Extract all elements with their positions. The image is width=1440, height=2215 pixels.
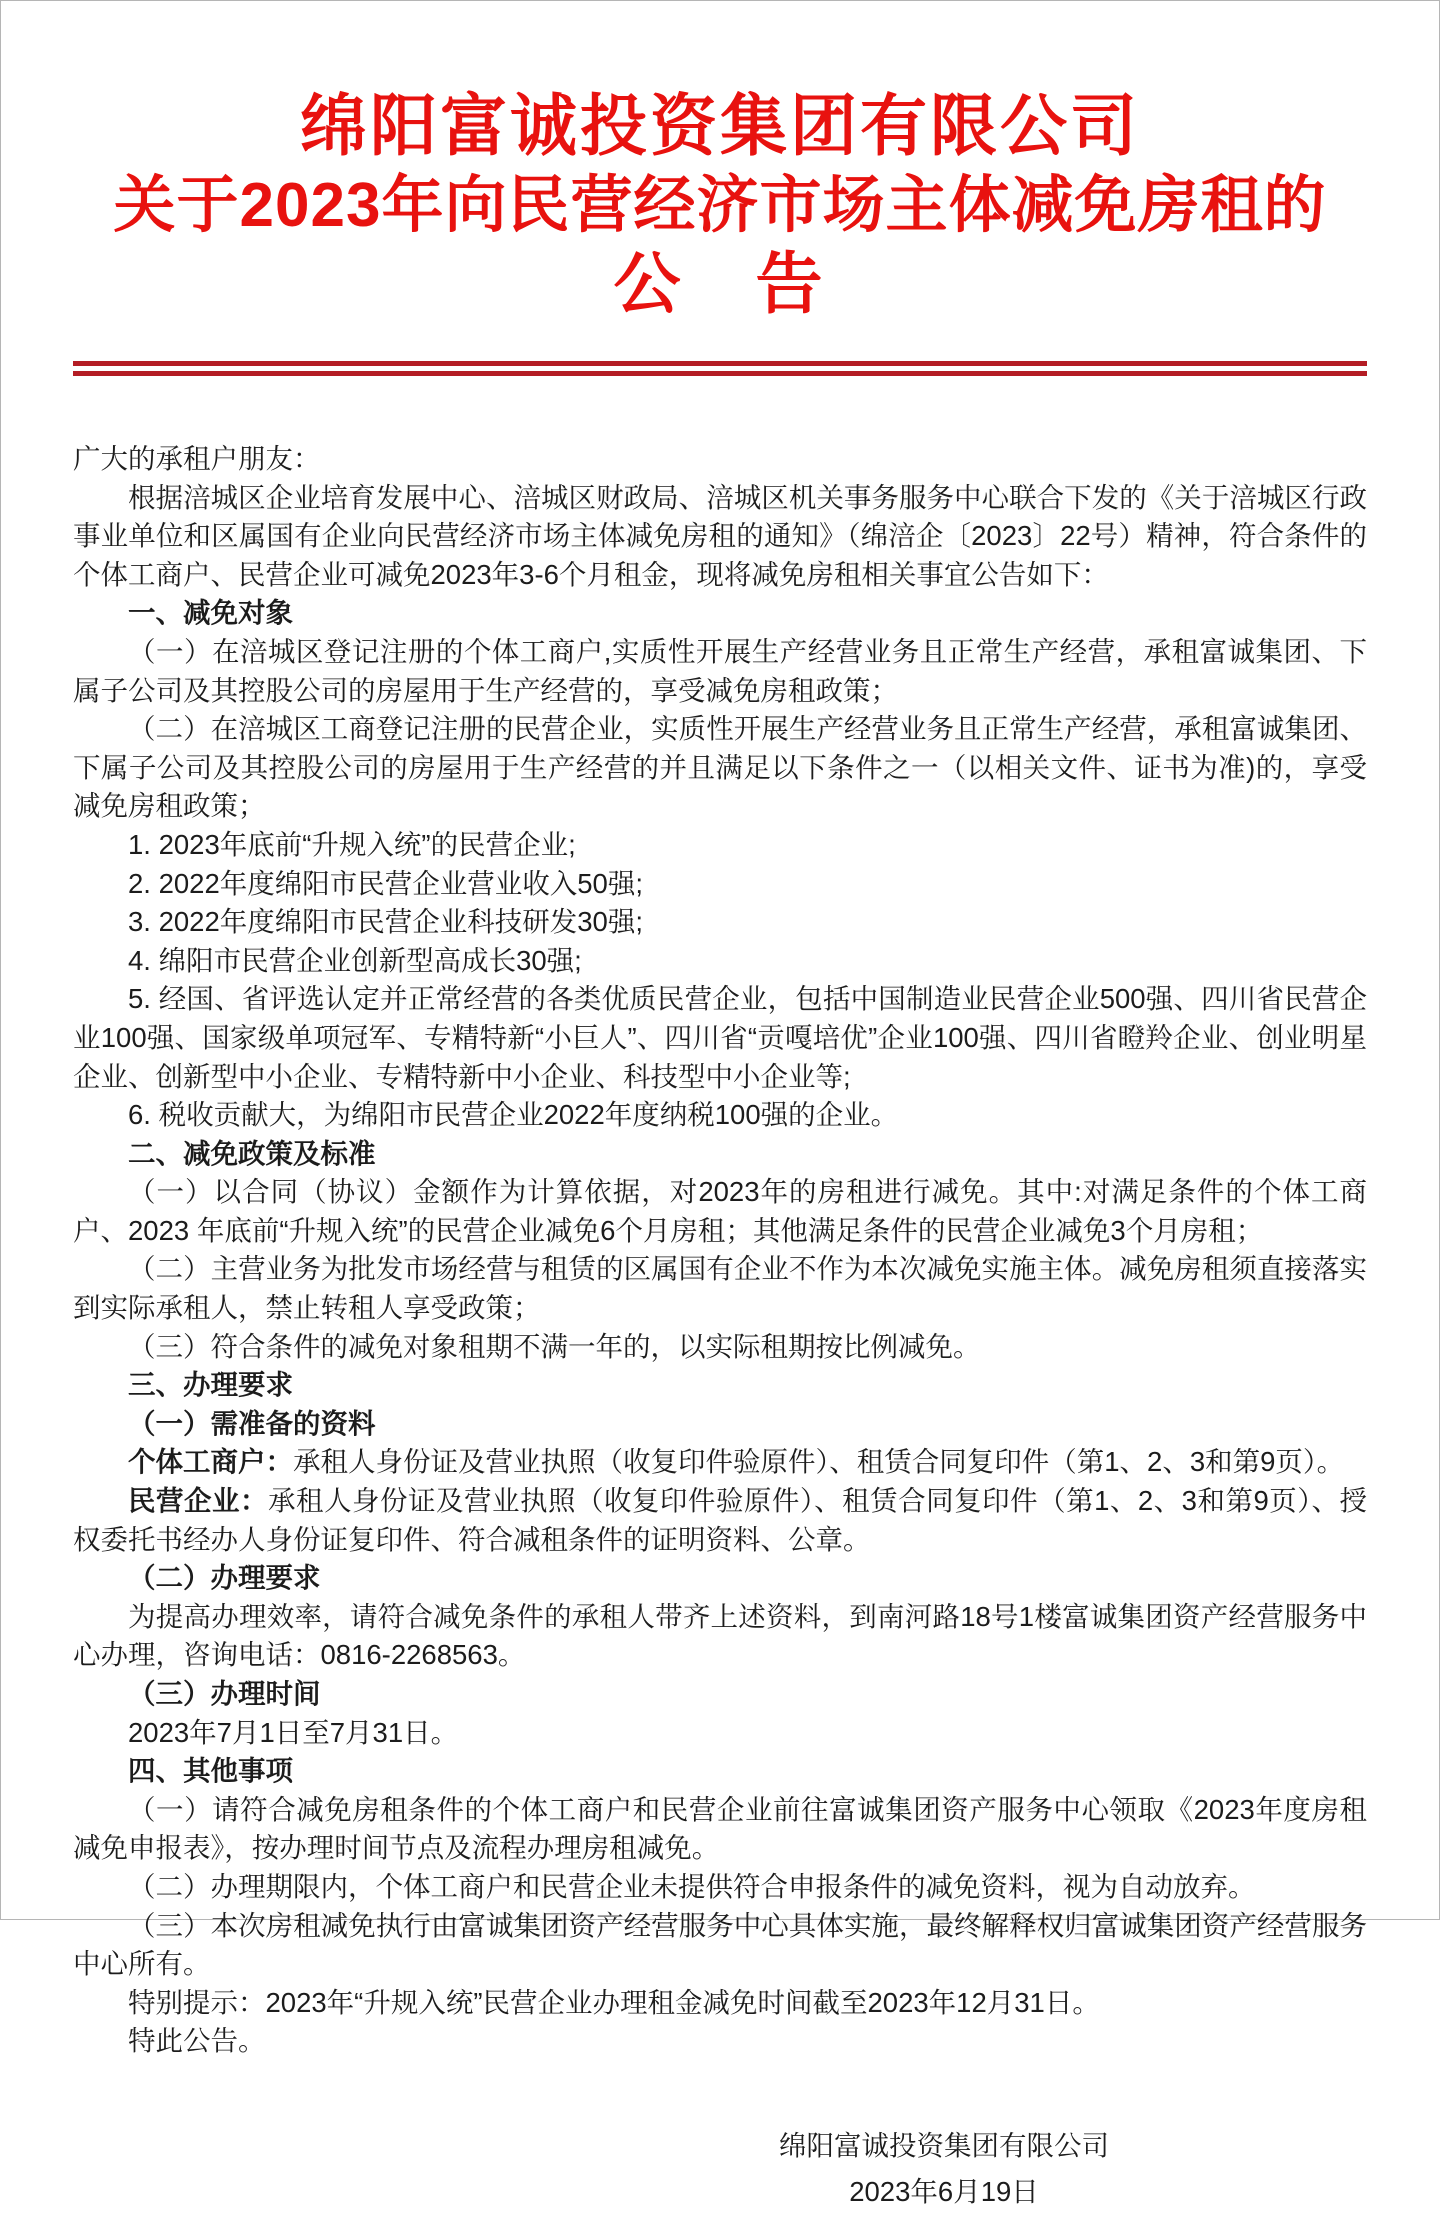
paragraph: （三）符合条件的减免对象租期不满一年的，以实际租期按比例减免。 [128,1330,981,1362]
paragraph: 5. 经国、省评选认定并正常经营的各类优质民营企业，包括中国制造业民营企业500强、四川省民营企业100强、国家级单项冠军、专精特新“小巨人”、四川省“贡嘎培优”企业100强、四川省瞪羚企业、创业明星企业、创新型中小企业、专精特新中小企业、科技型中小企业等; [73,983,1367,1092]
paragraph: 民营企业：承租人身份证及营业执照（收复印件验原件）、租赁合同复印件（第1、2、3和第9页）、授权委托书经办人身份证复印件、符合减租条件的证明资料、公章。 [73,1485,1367,1555]
paragraph: （一）以合同（协议）金额作为计算依据，对2023年的房租进行减免。其中:对满足条件的个体工商户、2023 年底前“升规入统”的民营企业减免6个月房租；其他满足条件的民营企业减免3个月房租； [73,1176,1367,1246]
paragraph: 根据涪城区企业培育发展中心、涪城区财政局、涪城区机关事务服务中心联合下发的《关于涪城区行政事业单位和区属国有企业向民营经济市场主体减免房租的通知》（绵涪企〔2023〕22号）精神，符合条件的个体工商户、民营企业可减免2023年3-6个月租金，现将减免房租相关事宜公告如下： [73,481,1367,590]
document-body [1,440,1439,2061]
document-title [1,87,1439,325]
title-subject-line: 关于2023年向民营经济市场主体减免房租的 [113,171,1327,240]
signature-date: 2023年6月19日 [849,2175,1039,2207]
paragraph: 4. 绵阳市民营企业创新型高成长30强; [128,944,582,976]
paragraph: 2. 2022年度绵阳市民营企业营业收入50强; [128,867,643,899]
paragraph: 3. 2022年度绵阳市民营企业科技研发30强; [128,906,643,938]
paragraph-lead: 民营企业： [128,1485,268,1517]
paragraph: 为提高办理效率，请符合减免条件的承租人带齐上述资料，到南河路18号1楼富诚集团资产经营服务中心办理，咨询电话：0816-2268563。 [73,1600,1367,1671]
paragraph: （一）在涪城区登记注册的个体工商户,实质性开展生产经营业务且正常生产经营，承租富诚集团、下属子公司及其控股公司的房屋用于生产经营的，享受减免房租政策； [73,635,1367,706]
paragraph: 6. 税收贡献大，为绵阳市民营企业2022年度纳税100强的企业。 [128,1099,899,1131]
section-heading: （一）需准备的资料 [128,1407,376,1439]
signature-company: 绵阳富诚投资集团有限公司 [779,2129,1109,2161]
paragraph: 1. 2023年底前“升规入统”的民营企业; [128,828,576,860]
paragraph: （二）主营业务为批发市场经营与租赁的区属国有企业不作为本次减免实施主体。减免房租须直接落实到实际承租人，禁止转租人享受政策； [73,1253,1367,1324]
title-gonggao-line: 公 告 [613,247,827,322]
paragraph: 广大的承租户朋友： [73,443,321,474]
section-heading: （二）办理要求 [128,1562,321,1594]
section-heading: （三）办理时间 [128,1678,321,1709]
paragraph: （二）在涪城区工商登记注册的民营企业，实质性开展生产经营业务且正常生产经营，承租富诚集团、下属子公司及其控股公司的房屋用于生产经营的并且满足以下条件之一（以相关文件、证书为准)的，享受减免房租政策； [73,713,1367,822]
section-heading: 三、办理要求 [128,1369,293,1401]
paragraph: 2023年7月1日至7月31日。 [128,1716,459,1748]
red-divider-rule [73,361,1367,376]
section-heading: 四、其他事项 [128,1755,293,1787]
paragraph: 个体工商户：承租人身份证及营业执照（收复印件验原件）、租赁合同复印件（第1、2、3和第9页）。 [128,1446,1345,1478]
signature-block [779,2123,1109,2215]
section-heading: 一、减免对象 [128,597,293,629]
paragraph: （三）本次房租减免执行由富诚集团资产经营服务中心具体实施，最终解释权归富诚集团资产经营服务中心所有。 [73,1909,1367,1980]
paragraph: 特此公告。 [128,2025,266,2057]
title-company-line: 绵阳富诚投资集团有限公司 [300,89,1140,164]
paragraph-lead: 个体工商户： [128,1446,293,1478]
section-heading: 二、减免政策及标准 [128,1137,376,1169]
paragraph: （二）办理期限内，个体工商户和民营企业未提供符合申报条件的减免资料，视为自动放弃。 [128,1870,1256,1902]
paragraph: 特别提示：2023年“升规入统”民营企业办理租金减免时间截至2023年12月31日。 [128,1986,1100,2018]
paragraph: （一）请符合减免房租条件的个体工商户和民营企业前往富诚集团资产服务中心领取《2023年度房租减免申报表》，按办理时间节点及流程办理房租减免。 [73,1793,1367,1864]
